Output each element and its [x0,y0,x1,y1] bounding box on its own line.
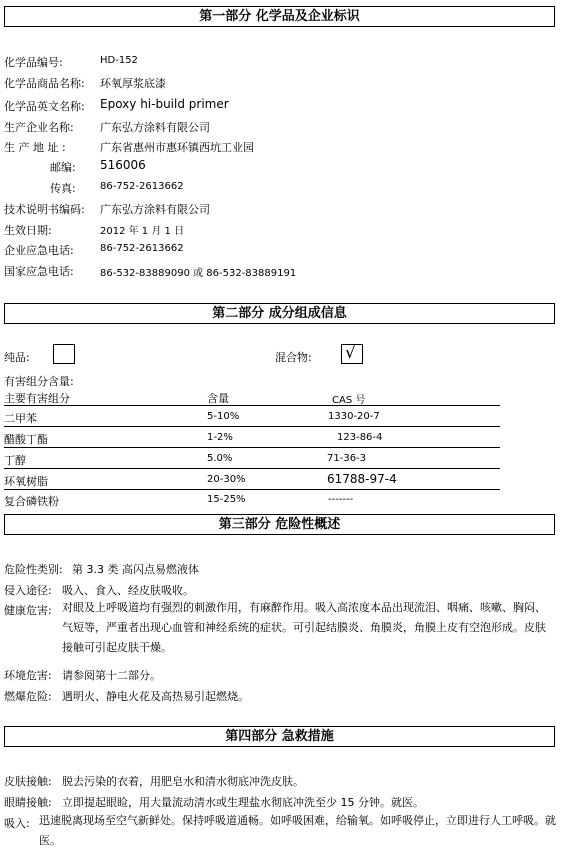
hazard-label-fire: 燃爆危险: [4,690,52,703]
hazard-text-route: 吸入、食入、经皮肤吸收。 [62,584,194,597]
section-1-header: 第一部分 化学品及企业标识 [4,6,555,27]
table-header-cas: CAS 号 [332,395,366,406]
table-cell-component: 丁醇 [4,454,26,467]
field-label-company-emergency-phone: 企业应急电话: [4,244,74,257]
field-label-english-name: 化学品英文名称: [4,100,85,113]
first-aid-label-inhalation: 吸入: [4,817,30,830]
field-label-product-code: 化学品编号: [4,56,63,69]
first-aid-text-skin: 脱去污染的衣着，用肥皂水和清水彻底冲洗皮肤。 [62,775,304,788]
table-divider [4,489,500,490]
hazard-text-health: 对眼及上呼吸道均有强烈的刺激作用，有麻醉作用。吸入高浓度本品出现流泪、咽痛、咳嗽、胸闷、气短等，严重者出现心血管和神经系统的症状。可引起结膜炎、角膜炎，角膜上皮有空泡形成。皮肤接触可引起皮肤干燥。 [62,601,546,654]
field-label-postcode: 邮编: [50,161,76,174]
table-cell-content: 5.0% [207,453,233,464]
field-label-tech-code: 技术说明书编码: [4,203,85,216]
field-value-effective-date: 2012 年 1 月 1 日 [100,226,185,237]
mixture-checkbox [341,344,363,364]
table-cell-content: 5-10% [207,411,240,422]
hazard-label-category: 危险性类别: [4,563,63,576]
table-cell-component: 复合磷铁粉 [4,495,59,508]
table-cell-cas: ------- [328,494,354,505]
field-value-company-emergency-phone: 86-752-2613662 [100,243,184,254]
pure-label: 纯品: [4,351,30,364]
table-cell-cas: 71-36-3 [327,453,367,464]
field-label-effective-date: 生效日期: [4,224,52,237]
hazard-text-fire: 遇明火、静电火花及高热易引起燃烧。 [62,690,249,703]
table-divider [4,405,500,406]
hazard-text-category: 第 3.3 类 高闪点易燃液体 [72,563,199,576]
field-label-trade-name: 化学品商品名称: [4,77,85,90]
hazard-label-route: 侵入途径: [4,584,52,597]
table-cell-component: 醋酸丁酯 [4,433,48,446]
table-cell-content: 1-2% [207,432,233,443]
field-label-address: 生 产 地 址 : [4,141,66,154]
first-aid-label-eye: 眼睛接触: [4,796,52,809]
hazard-label-health: 健康危害: [4,604,52,617]
mixture-label: 混合物: [275,351,312,364]
hazard-content-label: 有害组分含量: [4,375,74,388]
table-cell-component: 环氧树脂 [4,475,48,488]
field-value-national-emergency-phone: 86-532-83889090 或 86-532-83889191 [100,268,297,279]
table-cell-component: 二甲苯 [4,412,37,425]
field-value-fax: 86-752-2613662 [100,181,184,192]
field-value-english-name: Epoxy hi-build primer [100,97,229,111]
table-cell-content: 15-25% [207,494,246,505]
table-header-content: 含量 [207,392,229,405]
table-divider [4,447,500,448]
field-value-product-code: HD-152 [100,55,138,66]
first-aid-text-eye: 立即提起眼睑，用大量流动清水或生理盐水彻底冲洗至少 15 分钟。就医。 [62,796,424,809]
table-divider [4,426,500,427]
table-cell-content: 20-30% [207,474,246,485]
field-label-fax: 传真: [50,182,76,195]
field-label-manufacturer: 生产企业名称: [4,121,74,134]
field-value-tech-code: 广东弘方涂料有限公司 [100,203,210,216]
hazard-text-environment: 请参阅第十二部分。 [62,669,161,682]
table-cell-cas: 1330-20-7 [328,411,380,422]
table-cell-cas: 123-86-4 [337,432,383,443]
section-4-header: 第四部分 急救措施 [4,726,555,747]
first-aid-text-inhalation: 迅速脱离现场至空气新鲜处。保持呼吸道通畅。如呼吸困难，给输氧。如呼吸停止，立即进行人工呼吸。就医。 [39,814,556,847]
pure-checkbox [53,344,75,364]
field-value-manufacturer: 广东弘方涂料有限公司 [100,121,210,134]
table-divider [4,468,500,469]
check-mark-icon: √ [345,343,356,363]
table-header-component: 主要有害组分 [4,392,70,405]
field-value-postcode: 516006 [100,158,146,172]
field-label-national-emergency-phone: 国家应急电话: [4,265,74,278]
table-cell-cas: 61788-97-4 [327,472,397,486]
hazard-label-environment: 环境危害: [4,669,52,682]
field-value-address: 广东省惠州市惠环镇西坑工业园 [100,141,254,154]
section-2-header: 第二部分 成分组成信息 [4,303,555,324]
first-aid-label-skin: 皮肤接触: [4,775,52,788]
section-3-header: 第三部分 危险性概述 [4,514,555,535]
field-value-trade-name: 环氧厚浆底漆 [100,77,166,90]
